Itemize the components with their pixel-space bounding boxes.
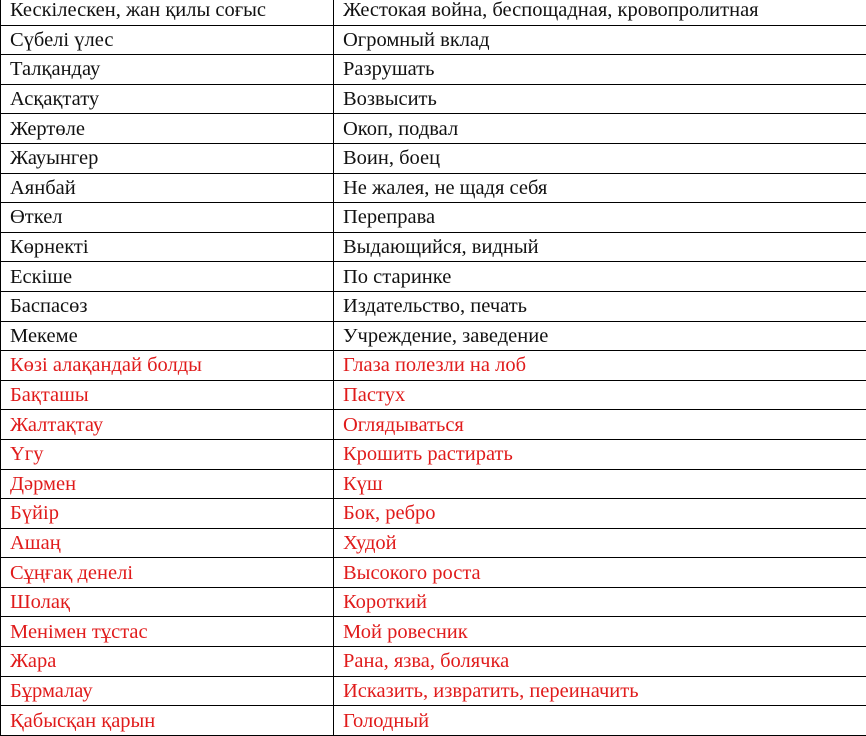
kazakh-term-cell: Шолақ (1, 587, 334, 617)
table-row (1, 262, 866, 292)
table-row (1, 528, 866, 558)
table-row (1, 676, 866, 706)
kazakh-term-cell: Ашаң (1, 528, 334, 558)
kazakh-term-cell: Мекеме (1, 321, 334, 351)
kazakh-term-cell: Жауынгер (1, 143, 334, 173)
russian-translation-cell: Глаза полезли на лоб (334, 351, 866, 381)
kazakh-term-cell: Кескілескен, жан қилы соғыс (1, 0, 334, 25)
kazakh-term-cell: Бүйір (1, 499, 334, 529)
russian-translation-cell: Окоп, подвал (334, 114, 866, 144)
table-row (1, 143, 866, 173)
table-row (1, 380, 866, 410)
kazakh-term-cell: Өткел (1, 203, 334, 233)
russian-translation-cell: Разрушать (334, 55, 866, 85)
russian-translation-cell: Худой (334, 528, 866, 558)
vocabulary-table-body (1, 0, 866, 735)
russian-translation-cell: Короткий (334, 587, 866, 617)
table-row (1, 617, 866, 647)
kazakh-term-cell: Ескіше (1, 262, 334, 292)
russian-translation-cell: Возвысить (334, 84, 866, 114)
russian-translation-cell: Исказить, извратить, переиначить (334, 676, 866, 706)
table-row (1, 469, 866, 499)
kazakh-term-cell: Асқақтату (1, 84, 334, 114)
kazakh-term-cell: Сұңғақ денелі (1, 558, 334, 588)
table-row (1, 587, 866, 617)
russian-translation-cell: Жестокая война, беспощадная, кровопролитная (334, 0, 866, 25)
russian-translation-cell: Переправа (334, 203, 866, 233)
table-row (1, 351, 866, 381)
table-row (1, 173, 866, 203)
russian-translation-cell: Мой ровесник (334, 617, 866, 647)
russian-translation-cell: Издательство, печать (334, 291, 866, 321)
russian-translation-cell: Пастух (334, 380, 866, 410)
table-row (1, 114, 866, 144)
table-row (1, 321, 866, 351)
table-row (1, 439, 866, 469)
kazakh-term-cell: Сүбелі үлес (1, 25, 334, 55)
kazakh-term-cell: Баспасөз (1, 291, 334, 321)
russian-translation-cell: Бок, ребро (334, 499, 866, 529)
table-row (1, 647, 866, 677)
russian-translation-cell: Рана, язва, болячка (334, 647, 866, 677)
kazakh-term-cell: Көзі алақандай болды (1, 351, 334, 381)
russian-translation-cell: Высокого роста (334, 558, 866, 588)
kazakh-term-cell: Бақташы (1, 380, 334, 410)
russian-translation-cell: Огромный вклад (334, 25, 866, 55)
russian-translation-cell: Учреждение, заведение (334, 321, 866, 351)
kazakh-term-cell: Аянбай (1, 173, 334, 203)
russian-translation-cell: По старинке (334, 262, 866, 292)
table-row (1, 203, 866, 233)
kazakh-term-cell: Жертөле (1, 114, 334, 144)
kazakh-term-cell: Көрнекті (1, 232, 334, 262)
table-row (1, 558, 866, 588)
table-row (1, 25, 866, 55)
russian-translation-cell: Воин, боец (334, 143, 866, 173)
table-row (1, 706, 866, 736)
kazakh-term-cell: Жара (1, 647, 334, 677)
russian-translation-cell: Не жалея, не щадя себя (334, 173, 866, 203)
kazakh-term-cell: Талқандау (1, 55, 334, 85)
russian-translation-cell: Голодный (334, 706, 866, 736)
table-row (1, 410, 866, 440)
table-row (1, 55, 866, 85)
russian-translation-cell: Выдающийся, видный (334, 232, 866, 262)
russian-translation-cell: Оглядываться (334, 410, 866, 440)
table-row (1, 0, 866, 25)
table-row (1, 499, 866, 529)
kazakh-term-cell: Бұрмалау (1, 676, 334, 706)
kazakh-term-cell: Үгу (1, 439, 334, 469)
table-row (1, 291, 866, 321)
russian-translation-cell: Крошить растирать (334, 439, 866, 469)
table-row (1, 84, 866, 114)
table-row (1, 232, 866, 262)
kazakh-term-cell: Жалтақтау (1, 410, 334, 440)
russian-translation-cell: Күш (334, 469, 866, 499)
kazakh-term-cell: Дәрмен (1, 469, 334, 499)
kazakh-term-cell: Менімен тұстас (1, 617, 334, 647)
kazakh-term-cell: Қабысқан қарын (1, 706, 334, 736)
